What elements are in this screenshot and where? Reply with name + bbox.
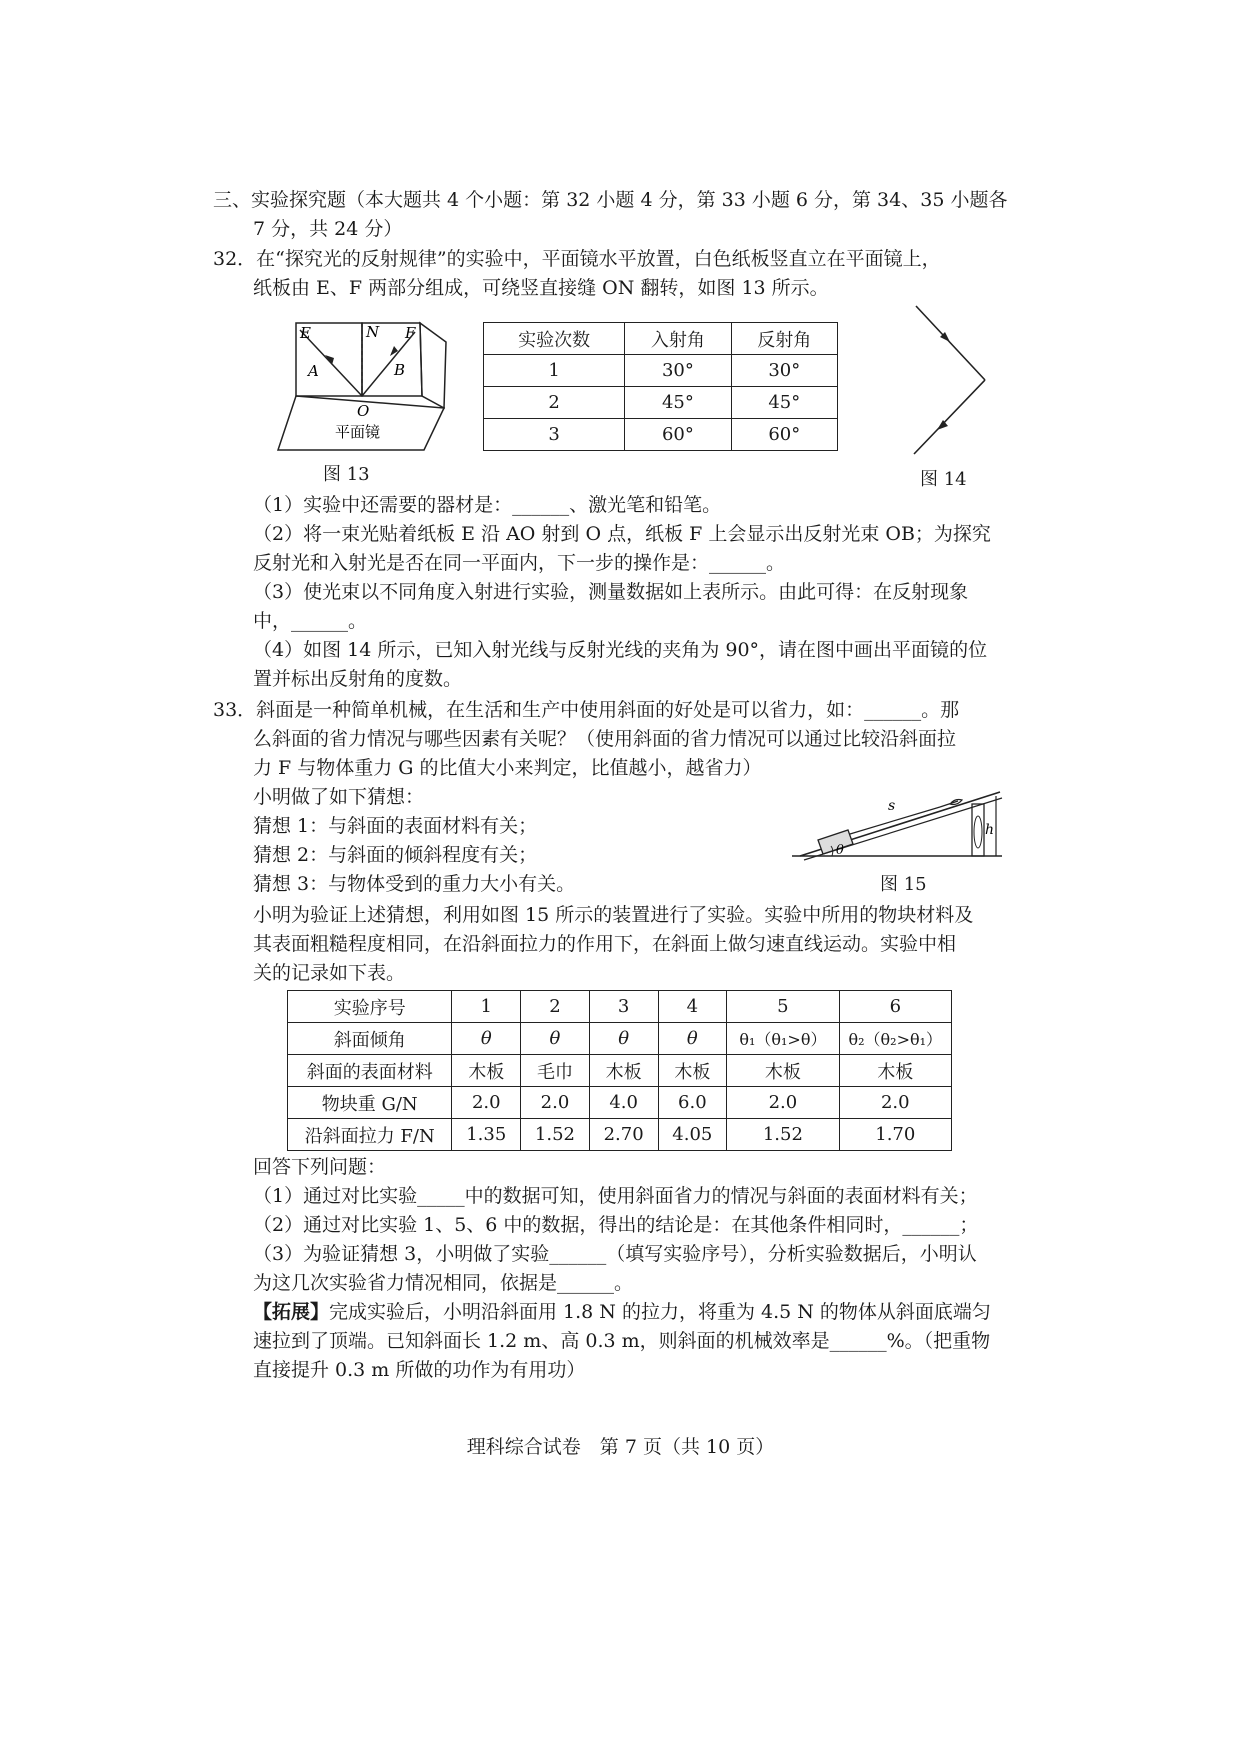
q32-intro-line2: 纸板由 E、F 两部分组成，可绕竖直接缝 ON 翻转，如图 13 所示。	[253, 277, 829, 299]
q32-part2-line1: （2）将一束光贴着纸板 E 沿 AO 射到 O 点，纸板 F 上会显示出反射光束 OB；为探究	[253, 523, 991, 545]
section-header-line1: 三、实验探究题（本大题共 4 个小题：第 32 小题 4 分，第 33 小题 6 分，第 34、35 小题各	[213, 189, 1008, 211]
label-f: F	[405, 324, 416, 342]
extension-label: 【拓展】	[253, 1301, 330, 1323]
table-cell: θ	[658, 1023, 727, 1055]
support-roller	[974, 816, 982, 848]
table-row	[288, 1055, 952, 1087]
table-cell: 1	[484, 355, 625, 387]
table-row	[288, 1087, 952, 1119]
table-cell: 2	[521, 991, 590, 1023]
table-cell: 斜面倾角	[288, 1023, 452, 1055]
table-cell: 1	[452, 991, 521, 1023]
figure-13	[270, 318, 455, 458]
table-cell: 45°	[731, 387, 837, 419]
table-cell: 6.0	[658, 1087, 727, 1119]
table-cell: θ	[521, 1023, 590, 1055]
table-cell: 1.70	[839, 1119, 951, 1151]
table-cell: 木板	[658, 1055, 727, 1087]
table-header-cell: 入射角	[625, 323, 731, 355]
table-cell: 2.0	[727, 1087, 839, 1119]
q33-part3-line2: 为这几次实验省力情况相同，依据是______。	[253, 1272, 634, 1294]
q33-extension-line3: 直接提升 0.3 m 所做的功作为有用功）	[253, 1359, 586, 1381]
q33-line1: 33．斜面是一种简单机械，在生活和生产中使用斜面的好处是可以省力，如：______。那	[213, 699, 960, 721]
table-cell: 木板	[727, 1055, 839, 1087]
q33-part2: （2）通过对比实验 1、5、6 中的数据，得出的结论是：在其他条件相同时，______；	[253, 1214, 979, 1236]
table-row	[288, 1023, 952, 1055]
q33-guess2: 猜想 2：与斜面的倾斜程度有关；	[253, 844, 538, 866]
table-cell: 木板	[589, 1055, 658, 1087]
table-cell: θ₁（θ₁>θ）	[727, 1023, 839, 1055]
figure-15	[790, 782, 1005, 864]
table-cell: 2.0	[521, 1087, 590, 1119]
q33-line3: 力 F 与物体重力 G 的比值大小来判定，比值越小，越省力）	[253, 757, 762, 779]
q33-part3-line1: （3）为验证猜想 3，小明做了实验______（填写实验序号），分析实验数据后，小明认	[253, 1243, 977, 1265]
table-row	[484, 419, 838, 451]
label-a: A	[308, 362, 319, 380]
table-cell: 木板	[839, 1055, 951, 1087]
table-cell: 4.0	[589, 1087, 658, 1119]
table-row	[288, 1119, 952, 1151]
table-cell: 1.52	[727, 1119, 839, 1151]
table-cell: 实验序号	[288, 991, 452, 1023]
table-cell: θ	[589, 1023, 658, 1055]
table-cell: 沿斜面拉力 F/N	[288, 1119, 452, 1151]
table-cell: 2	[484, 387, 625, 419]
table-cell: 6	[839, 991, 951, 1023]
q33-extension-line1	[253, 1300, 991, 1324]
q33-line6: 其表面粗糙程度相同，在沿斜面拉力的作用下，在斜面上做匀速直线运动。实验中相	[253, 933, 957, 955]
q32-data-table	[483, 322, 838, 451]
table-cell: 3	[484, 419, 625, 451]
label-o: O	[357, 402, 370, 420]
extension-text: 完成实验后，小明沿斜面用 1.8 N 的拉力，将重为 4.5 N 的物体从斜面底端匀	[329, 1301, 991, 1323]
q32-part2-line2: 反射光和入射光是否在同一平面内，下一步的操作是：______。	[253, 552, 786, 574]
q33-guess1: 猜想 1：与斜面的表面材料有关；	[253, 815, 538, 837]
q33-extension-line2: 速拉到了顶端。已知斜面长 1.2 m、高 0.3 m，则斜面的机械效率是______%。（把重物	[253, 1330, 991, 1352]
label-n: N	[366, 323, 380, 341]
table-cell: 3	[589, 991, 658, 1023]
figure-13-caption: 图 13	[323, 464, 370, 485]
section-header-line2: 7 分，共 24 分）	[253, 218, 403, 240]
table-header-cell: 实验次数	[484, 323, 625, 355]
table-header-cell: 反射角	[731, 323, 837, 355]
label-theta: θ	[836, 843, 844, 858]
board-f-side	[420, 323, 446, 408]
table-cell: 木板	[452, 1055, 521, 1087]
table-cell: 2.70	[589, 1119, 658, 1151]
table-header-row	[484, 323, 838, 355]
table-cell: 60°	[731, 419, 837, 451]
figure-15-caption: 图 15	[880, 874, 927, 895]
q32-intro-line1: 32．在“探究光的反射规律”的实验中，平面镜水平放置，白色纸板竖直立在平面镜上，	[213, 248, 941, 270]
q32-part4-line2: 置并标出反射角的度数。	[253, 668, 463, 690]
table-cell: 30°	[625, 355, 731, 387]
table-cell: 45°	[625, 387, 731, 419]
table-cell: 物块重 G/N	[288, 1087, 452, 1119]
page-footer: 理科综合试卷 第 7 页（共 10 页）	[466, 1436, 775, 1458]
label-e: E	[300, 324, 311, 342]
table-cell: 毛巾	[521, 1055, 590, 1087]
table-cell: 2.0	[839, 1087, 951, 1119]
table-row	[484, 355, 838, 387]
table-cell: 60°	[625, 419, 731, 451]
table-cell: 4	[658, 991, 727, 1023]
q33-answer-intro: 回答下列问题：	[253, 1156, 387, 1178]
q33-line2: 么斜面的省力情况与哪些因素有关呢？（使用斜面的省力情况可以通过比较沿斜面拉	[253, 728, 957, 750]
table-row	[484, 387, 838, 419]
arrow-a-icon	[325, 355, 334, 365]
reflected-ray	[914, 380, 985, 454]
q33-line4: 小明做了如下猜想：	[253, 786, 425, 808]
table-cell: 4.05	[658, 1119, 727, 1151]
table-cell: 30°	[731, 355, 837, 387]
q33-part1: （1）通过对比实验_____中的数据可知，使用斜面省力的情况与斜面的表面材料有关；	[253, 1185, 978, 1207]
label-s: s	[888, 798, 896, 814]
table-cell: θ	[452, 1023, 521, 1055]
q32-part4-line1: （4）如图 14 所示，已知入射光线与反射光线的夹角为 90°，请在图中画出平面镜的位	[253, 639, 988, 661]
table-row	[288, 991, 952, 1023]
figure-14	[905, 302, 995, 462]
arrow-reflected-icon	[937, 420, 948, 430]
q32-part3-line1: （3）使光束以不同角度入射进行实验，测量数据如上表所示。由此可得：在反射现象	[253, 581, 969, 603]
q32-part3-line2: 中，______。	[253, 610, 368, 632]
label-mirror: 平面镜	[335, 423, 381, 441]
q33-data-table	[287, 990, 952, 1151]
table-cell: 1.35	[452, 1119, 521, 1151]
table-cell: 5	[727, 991, 839, 1023]
label-h: h	[985, 822, 995, 838]
table-cell: 1.52	[521, 1119, 590, 1151]
table-cell: 斜面的表面材料	[288, 1055, 452, 1087]
table-cell: θ₂（θ₂>θ₁）	[839, 1023, 951, 1055]
label-b: B	[394, 361, 406, 379]
q33-guess3: 猜想 3：与物体受到的重力大小有关。	[253, 873, 576, 895]
q33-line7: 关的记录如下表。	[253, 962, 406, 984]
figure-14-caption: 图 14	[920, 469, 967, 490]
q32-part1: （1）实验中还需要的器材是：______、激光笔和铅笔。	[253, 494, 722, 516]
incident-ray	[916, 306, 985, 380]
table-cell: 2.0	[452, 1087, 521, 1119]
q33-line5: 小明为验证上述猜想，利用如图 15 所示的装置进行了实验。实验中所用的物块材料及	[253, 904, 974, 926]
